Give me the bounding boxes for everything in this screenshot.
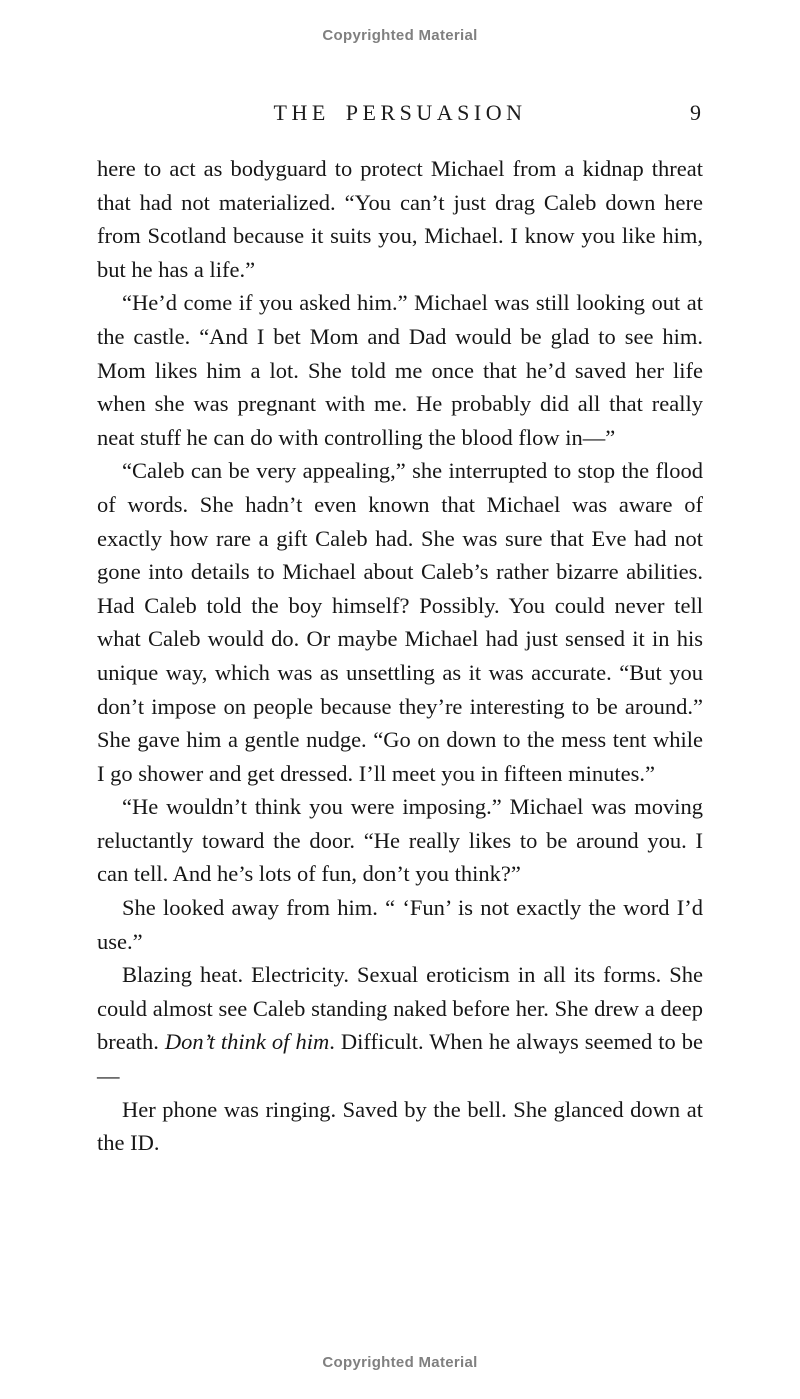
book-title-header: THE PERSUASION bbox=[273, 100, 527, 125]
paragraph-1: here to act as bodyguard to protect Michael from a kidnap threat that had not materialized. “You can’t just drag Caleb down here from Scotland because it suits you, Michael. I know you like him, but he has a life.” bbox=[97, 156, 703, 282]
running-header bbox=[97, 100, 703, 126]
paragraph-3: “Caleb can be very appealing,” she interrupted to stop the flood of words. She hadn’t even known that Michael was aware of exactly how rare a gift Caleb had. She was sure that Eve had not gone into details to Michael about Caleb’s rather bizarre abilities. Had Caleb told the boy himself? Possibly. You could never tell what Caleb would do. Or maybe Michael had just sensed it in his unique way, which was as unsettling as it was accurate. “But you don’t impose on people because they’re interesting to be around.” She gave him a gentle nudge. “Go on down to the mess tent while I go shower and get dressed. I’ll meet you in fifteen minutes.” bbox=[97, 458, 703, 786]
paragraph-7: Her phone was ringing. Saved by the bell. She glanced down at the ID. bbox=[97, 1096, 703, 1156]
paragraph-6-segment-post: . Difficult. When he always seemed to be— bbox=[97, 1029, 703, 1089]
paragraph-6 bbox=[97, 958, 703, 1092]
paragraph-6-italic-phrase: Don’t think of him bbox=[164, 1029, 330, 1055]
paragraph-6-segment-pre: Blazing heat. Electricity. Sexual eroticism in all its forms. She could almost see Caleb standing naked before her. She drew a deep breath. bbox=[97, 962, 703, 1055]
paragraph-5: She looked away from him. “ ‘Fun’ is not exactly the word I’d use.” bbox=[97, 895, 703, 954]
copyright-notice-bottom: Copyrighted Material bbox=[322, 1354, 478, 1371]
copyright-notice-top: Copyrighted Material bbox=[322, 27, 478, 44]
page-body-text bbox=[97, 152, 703, 1160]
page-number: 9 bbox=[690, 100, 701, 125]
paragraph-4: “He wouldn’t think you were imposing.” Michael was moving reluctantly toward the door. “He really likes to be around you. I can tell. And he’s lots of fun, don’t you think?” bbox=[97, 794, 703, 887]
paragraph-2: “He’d come if you asked him.” Michael was still looking out at the castle. “And I bet Mom and Dad would be glad to see him. Mom likes him a lot. She told me once that he’d saved her life when she was pregnant with me. He probably did all that really neat stuff he can do with controlling the blood flow in—” bbox=[97, 290, 703, 450]
